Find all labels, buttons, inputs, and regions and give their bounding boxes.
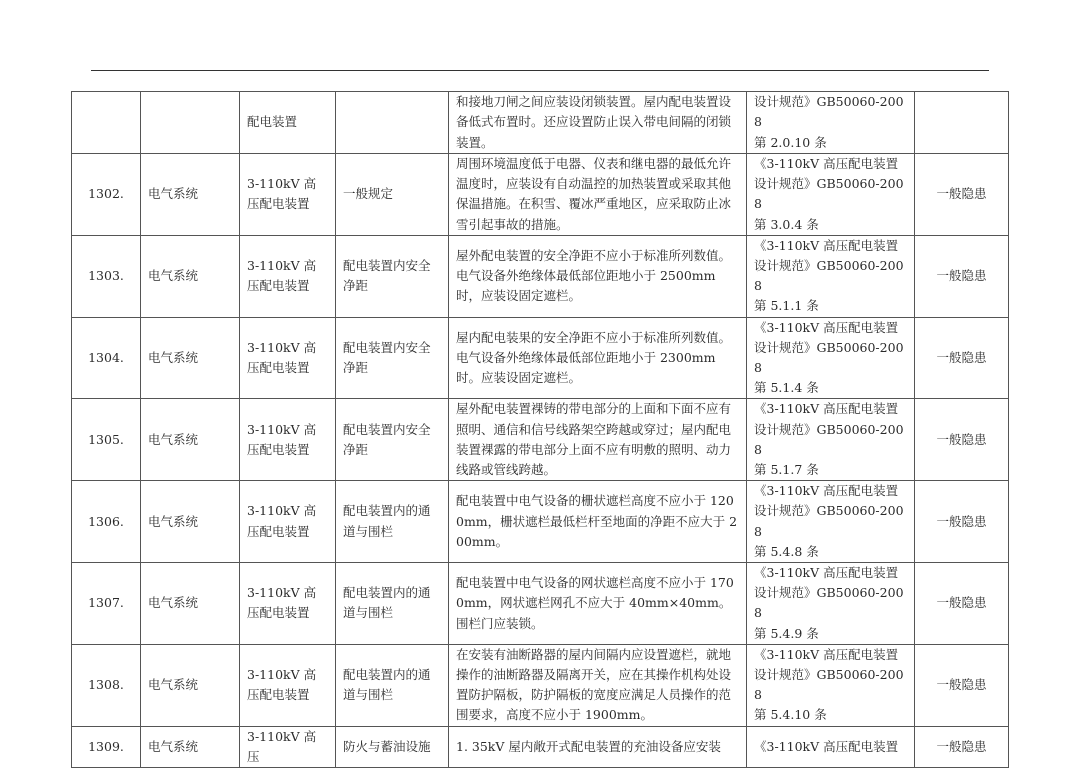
table-row — [72, 317, 1009, 399]
row-number: 1306. — [72, 481, 141, 563]
row-number: 1307. — [72, 563, 141, 645]
table-row — [72, 154, 1009, 236]
row-number: 1305. — [72, 399, 141, 481]
basis-cell: 《3-110kV 高压配电装置 设计规范》GB50060-2008 第 5.4.8 条 — [747, 481, 915, 563]
system-cell: 电气系统 — [141, 481, 240, 563]
table-row — [72, 481, 1009, 563]
system-cell: 电气系统 — [141, 644, 240, 726]
level-cell: 一般隐患 — [915, 481, 1009, 563]
level-cell: 一般隐患 — [915, 399, 1009, 481]
row-number: 1309. — [72, 726, 141, 767]
row-number: 1304. — [72, 317, 141, 399]
item-cell: 一般规定 — [336, 154, 449, 236]
level-cell: 一般隐患 — [915, 563, 1009, 645]
content-cell: 配电装置中电气设备的网状遮栏高度不应小于 1700mm，网状遮栏网孔不应大于 40mm×40mm。围栏门应装锁。 — [449, 563, 747, 645]
object-cell: 3-110kV 高压配电装置 — [240, 235, 336, 317]
level-cell: 一般隐患 — [915, 317, 1009, 399]
content-cell: 1. 35kV 屋内敞开式配电装置的充油设备应安装 — [449, 726, 747, 767]
system-cell: 电气系统 — [141, 399, 240, 481]
level-cell — [915, 92, 1009, 154]
object-cell: 3-110kV 高压配电装置 — [240, 481, 336, 563]
item-cell: 配电装置内的通道与围栏 — [336, 481, 449, 563]
level-cell: 一般隐患 — [915, 726, 1009, 767]
system-cell: 电气系统 — [141, 317, 240, 399]
system-cell — [141, 92, 240, 154]
basis-cell: 《3-110kV 高压配电装置 设计规范》GB50060-2008 第 3.0.4 条 — [747, 154, 915, 236]
level-cell: 一般隐患 — [915, 235, 1009, 317]
object-cell: 3-110kV 高压配电装置 — [240, 154, 336, 236]
object-cell: 3-110kV 高压配电装置 — [240, 563, 336, 645]
level-cell: 一般隐患 — [915, 154, 1009, 236]
object-cell: 3-110kV 高压 — [240, 726, 336, 767]
table-row — [72, 726, 1009, 767]
table-row — [72, 644, 1009, 726]
content-cell: 屋内配电装果的安全净距不应小于标准所列数值。电气设备外绝缘体最低部位距地小于 2300mm 时。应装设固定遮栏。 — [449, 317, 747, 399]
basis-cell: 《3-110kV 高压配电装置 设计规范》GB50060-2008 第 5.4.10 条 — [747, 644, 915, 726]
item-cell: 配电装置内的通道与围栏 — [336, 563, 449, 645]
basis-cell: 设计规范》GB50060-2008 第 2.0.10 条 — [747, 92, 915, 154]
system-cell: 电气系统 — [141, 726, 240, 767]
content-cell: 屋外配电装置裸铸的带电部分的上面和下面不应有照明、通信和信号线路架空跨越或穿过；屋内配电装置裸露的带电部分上面不应有明敷的照明、动力线路或管线跨越。 — [449, 399, 747, 481]
header-rule — [91, 70, 989, 71]
basis-cell: 《3-110kV 高压配电装置 — [747, 726, 915, 767]
hazard-table — [71, 91, 1009, 768]
content-cell: 和接地刀闸之间应装设闭锁装置。屋内配电装置设备低式布置时。还应设置防止误入带电间隔的闭锁装置。 — [449, 92, 747, 154]
item-cell: 配电装置内安全净距 — [336, 399, 449, 481]
item-cell: 配电装置内安全净距 — [336, 235, 449, 317]
object-cell: 配电装置 — [240, 92, 336, 154]
object-cell: 3-110kV 高压配电装置 — [240, 317, 336, 399]
item-cell: 配电装置内安全净距 — [336, 317, 449, 399]
basis-cell: 《3-110kV 高压配电装置 设计规范》GB50060-2008 第 5.1.7 条 — [747, 399, 915, 481]
basis-cell: 《3-110kV 高压配电装置 设计规范》GB50060-2008 第 5.1.4 条 — [747, 317, 915, 399]
table-row — [72, 235, 1009, 317]
item-cell — [336, 92, 449, 154]
system-cell: 电气系统 — [141, 235, 240, 317]
object-cell: 3-110kV 高压配电装置 — [240, 399, 336, 481]
content-cell: 屋外配电装置的安全净距不应小于标准所列数值。电气设备外绝缘体最低部位距地小于 2500mm 时，应装设固定遮栏。 — [449, 235, 747, 317]
item-cell: 防火与蓄油设施 — [336, 726, 449, 767]
row-number — [72, 92, 141, 154]
system-cell: 电气系统 — [141, 154, 240, 236]
basis-cell: 《3-110kV 高压配电装置 设计规范》GB50060-2008 第 5.1.1 条 — [747, 235, 915, 317]
table-row — [72, 92, 1009, 154]
row-number: 1303. — [72, 235, 141, 317]
content-cell: 配电装置中电气设备的栅状遮栏高度不应小于 1200mm，栅状遮栏最低栏杆至地面的净距不应大于 200mm。 — [449, 481, 747, 563]
object-cell: 3-110kV 高压配电装置 — [240, 644, 336, 726]
basis-cell: 《3-110kV 高压配电装置 设计规范》GB50060-2008 第 5.4.9 条 — [747, 563, 915, 645]
row-number: 1308. — [72, 644, 141, 726]
item-cell: 配电装置内的通道与围栏 — [336, 644, 449, 726]
content-cell: 在安装有油断路器的屋内间隔内应设置遮栏，就地操作的油断路器及隔离开关，应在其操作机构处设置防护隔板，防护隔板的宽度应满足人员操作的范围要求，高度不应小于 1900mm。 — [449, 644, 747, 726]
table-row — [72, 399, 1009, 481]
row-number: 1302. — [72, 154, 141, 236]
system-cell: 电气系统 — [141, 563, 240, 645]
level-cell: 一般隐患 — [915, 644, 1009, 726]
content-cell: 周围环境温度低于电器、仪表和继电器的最低允许温度时，应装设有自动温控的加热装置或采取其他保温措施。在积雪、覆冰严重地区，应采取防止冰雪引起事故的措施。 — [449, 154, 747, 236]
table-row — [72, 563, 1009, 645]
